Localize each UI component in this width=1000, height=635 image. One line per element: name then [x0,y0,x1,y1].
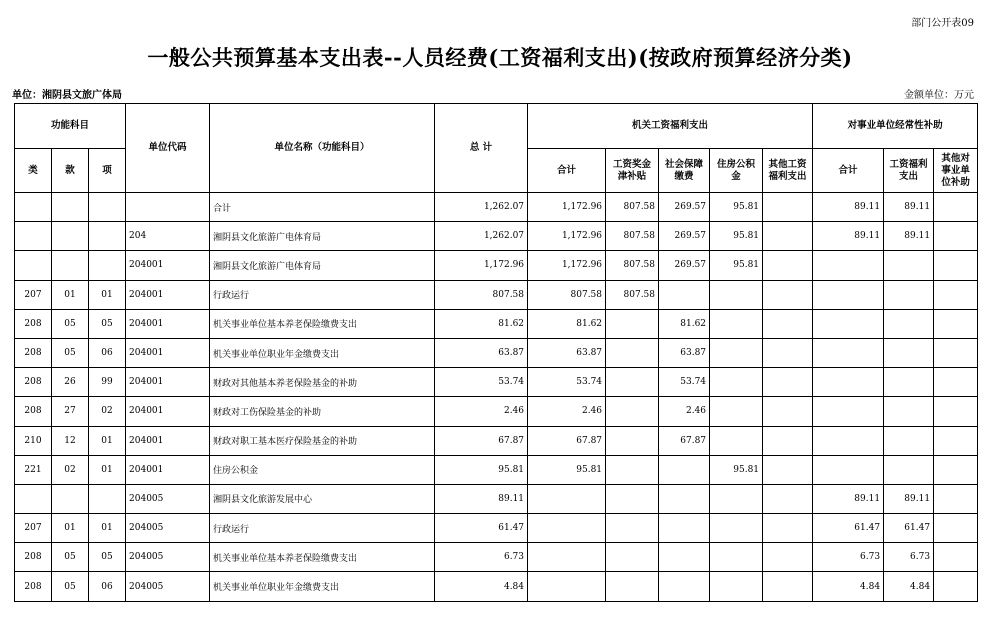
cell-kuan [52,222,89,251]
cell-kuan: 02 [52,455,89,484]
cell-lei: 208 [15,397,52,426]
cell-unit-code: 204001 [126,251,210,280]
cell-org-housing [710,543,763,572]
cell-inst-wage [884,309,934,338]
cell-org-sum: 53.74 [528,368,606,397]
cell-org-wage [606,397,659,426]
cell-org-wage [606,484,659,513]
header-func-subject: 功能科目 [15,104,126,149]
cell-org-housing: 95.81 [710,193,763,222]
header-org-sum: 合计 [528,149,606,193]
cell-org-sum: 2.46 [528,397,606,426]
cell-inst-wage [884,280,934,309]
cell-unit-name: 财政对其他基本养老保险基金的补助 [210,368,435,397]
cell-unit-code: 204 [126,222,210,251]
cell-unit-code: 204001 [126,309,210,338]
cell-lei: 207 [15,514,52,543]
table-row [15,338,978,367]
cell-inst-other [934,514,978,543]
cell-org-housing [710,309,763,338]
cell-total: 61.47 [435,514,528,543]
cell-inst-sum [813,309,884,338]
cell-inst-sum: 89.11 [813,193,884,222]
cell-kuan: 05 [52,338,89,367]
cell-unit-code: 204001 [126,397,210,426]
header-inst-sum: 合计 [813,149,884,193]
cell-inst-sum [813,426,884,455]
header-org-salary: 机关工资福利支出 [528,104,813,149]
cell-total: 2.46 [435,397,528,426]
cell-xiang: 01 [89,455,126,484]
cell-unit-name: 机关事业单位职业年金缴费支出 [210,572,435,601]
cell-unit-code: 204001 [126,338,210,367]
cell-org-wage: 807.58 [606,280,659,309]
cell-unit-name: 机关事业单位基本养老保险缴费支出 [210,309,435,338]
cell-unit-name: 财政对职工基本医疗保险基金的补助 [210,426,435,455]
cell-unit-name: 机关事业单位职业年金缴费支出 [210,338,435,367]
cell-unit-code: 204001 [126,280,210,309]
cell-total: 1,172.96 [435,251,528,280]
cell-inst-wage: 61.47 [884,514,934,543]
cell-org-other [763,309,813,338]
table-row [15,222,978,251]
cell-inst-wage [884,426,934,455]
cell-xiang: 99 [89,368,126,397]
cell-org-other [763,338,813,367]
cell-org-housing [710,368,763,397]
header-lei: 类 [15,149,52,193]
cell-inst-other [934,455,978,484]
cell-unit-code [126,193,210,222]
cell-inst-sum [813,368,884,397]
cell-xiang: 06 [89,338,126,367]
cell-org-sum: 1,172.96 [528,251,606,280]
cell-xiang [89,484,126,513]
cell-total: 63.87 [435,338,528,367]
table-row [15,514,978,543]
cell-org-social [659,484,710,513]
table-body [15,193,978,602]
cell-unit-name: 财政对工伤保险基金的补助 [210,397,435,426]
cell-inst-other [934,397,978,426]
cell-org-other [763,543,813,572]
header-inst-wage: 工资福利支出 [884,149,934,193]
header-unit-name: 单位名称（功能科目） [210,104,435,193]
cell-org-social [659,514,710,543]
cell-kuan: 01 [52,514,89,543]
cell-inst-sum [813,280,884,309]
cell-org-sum: 67.87 [528,426,606,455]
cell-org-wage [606,543,659,572]
cell-inst-other [934,572,978,601]
cell-inst-sum: 6.73 [813,543,884,572]
cell-org-social [659,572,710,601]
header-inst-subsidy: 对事业单位经常性补助 [813,104,978,149]
cell-org-sum: 1,172.96 [528,193,606,222]
table-row [15,193,978,222]
cell-xiang: 01 [89,280,126,309]
cell-total: 53.74 [435,368,528,397]
cell-org-other [763,426,813,455]
cell-org-sum: 1,172.96 [528,222,606,251]
cell-xiang [89,222,126,251]
cell-total: 6.73 [435,543,528,572]
header-row-1 [15,104,978,149]
cell-xiang: 05 [89,309,126,338]
table-row [15,572,978,601]
cell-org-other [763,455,813,484]
cell-unit-code: 204005 [126,572,210,601]
cell-org-housing [710,484,763,513]
table-row [15,368,978,397]
unit-label: 单位：湘阴县文旅广体局 [12,90,122,101]
cell-org-social [659,280,710,309]
cell-unit-name: 湘阴县文化旅游广电体育局 [210,251,435,280]
cell-unit-code: 204001 [126,455,210,484]
cell-org-housing [710,397,763,426]
cell-lei: 208 [15,368,52,397]
table-row [15,543,978,572]
cell-org-social: 53.74 [659,368,710,397]
cell-unit-name: 机关事业单位基本养老保险缴费支出 [210,543,435,572]
cell-inst-sum [813,251,884,280]
cell-lei [15,193,52,222]
cell-org-social: 269.57 [659,193,710,222]
cell-unit-code: 204001 [126,426,210,455]
cell-xiang: 01 [89,426,126,455]
cell-inst-other [934,484,978,513]
cell-org-housing: 95.81 [710,455,763,484]
cell-org-other [763,251,813,280]
cell-org-housing [710,338,763,367]
cell-org-housing: 95.81 [710,222,763,251]
cell-org-sum: 81.62 [528,309,606,338]
cell-org-sum: 95.81 [528,455,606,484]
cell-unit-name: 行政运行 [210,514,435,543]
cell-total: 95.81 [435,455,528,484]
cell-unit-code: 204001 [126,368,210,397]
cell-org-social: 269.57 [659,222,710,251]
cell-kuan: 12 [52,426,89,455]
cell-inst-sum: 61.47 [813,514,884,543]
header-xiang: 项 [89,149,126,193]
table-row [15,309,978,338]
cell-org-wage [606,338,659,367]
cell-inst-sum: 89.11 [813,484,884,513]
cell-xiang [89,193,126,222]
cell-inst-wage: 89.11 [884,484,934,513]
cell-org-wage [606,572,659,601]
cell-org-social: 67.87 [659,426,710,455]
cell-org-social: 269.57 [659,251,710,280]
cell-org-wage: 807.58 [606,222,659,251]
cell-kuan [52,484,89,513]
cell-org-housing [710,426,763,455]
cell-xiang: 05 [89,543,126,572]
cell-inst-other [934,368,978,397]
cell-org-sum: 807.58 [528,280,606,309]
cell-lei [15,251,52,280]
cell-unit-name: 湘阴县文化旅游发展中心 [210,484,435,513]
cell-org-sum [528,572,606,601]
cell-inst-other [934,338,978,367]
cell-org-housing [710,514,763,543]
cell-org-other [763,514,813,543]
cell-kuan: 26 [52,368,89,397]
cell-inst-wage [884,251,934,280]
header-org-wage: 工资奖金津补贴 [606,149,659,193]
cell-org-sum [528,514,606,543]
cell-inst-sum [813,338,884,367]
cell-inst-wage: 6.73 [884,543,934,572]
cell-inst-other [934,309,978,338]
cell-inst-other [934,543,978,572]
table-row [15,280,978,309]
cell-total: 89.11 [435,484,528,513]
cell-xiang: 06 [89,572,126,601]
cell-inst-other [934,193,978,222]
cell-xiang: 02 [89,397,126,426]
cell-lei: 210 [15,426,52,455]
cell-inst-wage [884,368,934,397]
table-row [15,484,978,513]
table-number-label: 部门公开表09 [911,18,974,29]
cell-inst-wage [884,455,934,484]
cell-kuan [52,193,89,222]
cell-lei: 207 [15,280,52,309]
cell-unit-code: 204005 [126,484,210,513]
table-row [15,397,978,426]
cell-unit-name: 行政运行 [210,280,435,309]
cell-unit-code: 204005 [126,514,210,543]
cell-org-social [659,455,710,484]
cell-org-wage [606,309,659,338]
header-total: 总 计 [435,104,528,193]
cell-org-wage: 807.58 [606,251,659,280]
cell-org-wage [606,455,659,484]
cell-inst-sum [813,397,884,426]
cell-inst-wage: 89.11 [884,193,934,222]
cell-kuan: 05 [52,309,89,338]
cell-org-wage [606,514,659,543]
cell-org-other [763,572,813,601]
cell-lei [15,222,52,251]
table-row [15,455,978,484]
cell-org-housing [710,280,763,309]
table-row [15,426,978,455]
cell-inst-other [934,251,978,280]
cell-unit-name: 合计 [210,193,435,222]
cell-org-housing: 95.81 [710,251,763,280]
cell-kuan: 01 [52,280,89,309]
cell-org-social: 63.87 [659,338,710,367]
cell-kuan: 05 [52,543,89,572]
table-row [15,251,978,280]
cell-org-other [763,193,813,222]
cell-total: 4.84 [435,572,528,601]
cell-inst-wage: 89.11 [884,222,934,251]
cell-org-social: 2.46 [659,397,710,426]
header-kuan: 款 [52,149,89,193]
cell-org-sum: 63.87 [528,338,606,367]
cell-lei: 208 [15,309,52,338]
cell-total: 1,262.07 [435,193,528,222]
cell-org-social [659,543,710,572]
cell-org-other [763,368,813,397]
cell-kuan [52,251,89,280]
cell-inst-sum: 4.84 [813,572,884,601]
cell-org-other [763,397,813,426]
budget-table [14,103,978,602]
cell-xiang [89,251,126,280]
cell-unit-code: 204005 [126,543,210,572]
cell-total: 1,262.07 [435,222,528,251]
cell-inst-other [934,280,978,309]
cell-org-wage: 807.58 [606,193,659,222]
cell-inst-wage [884,338,934,367]
cell-org-wage [606,368,659,397]
cell-lei: 208 [15,338,52,367]
amount-unit-label: 金额单位：万元 [904,90,974,101]
cell-xiang: 01 [89,514,126,543]
header-inst-other: 其他对事业单位补助 [934,149,978,193]
cell-org-sum [528,543,606,572]
cell-total: 807.58 [435,280,528,309]
cell-org-sum [528,484,606,513]
cell-lei: 221 [15,455,52,484]
cell-lei [15,484,52,513]
cell-kuan: 27 [52,397,89,426]
header-org-housing: 住房公积金 [710,149,763,193]
cell-total: 81.62 [435,309,528,338]
header-org-other: 其他工资福利支出 [763,149,813,193]
cell-inst-wage: 4.84 [884,572,934,601]
cell-unit-name: 湘阴县文化旅游广电体育局 [210,222,435,251]
page-title: 一般公共预算基本支出表--人员经费(工资福利支出)(按政府预算经济分类) [147,45,853,70]
cell-inst-sum [813,455,884,484]
cell-org-wage [606,426,659,455]
header-unit-code: 单位代码 [126,104,210,193]
header-org-social: 社会保障缴费 [659,149,710,193]
cell-inst-other [934,222,978,251]
cell-inst-sum: 89.11 [813,222,884,251]
cell-org-other [763,222,813,251]
cell-total: 67.87 [435,426,528,455]
cell-org-other [763,280,813,309]
cell-inst-wage [884,397,934,426]
cell-unit-name: 住房公积金 [210,455,435,484]
cell-org-housing [710,572,763,601]
cell-inst-other [934,426,978,455]
cell-org-other [763,484,813,513]
cell-kuan: 05 [52,572,89,601]
cell-org-social: 81.62 [659,309,710,338]
cell-lei: 208 [15,572,52,601]
cell-lei: 208 [15,543,52,572]
